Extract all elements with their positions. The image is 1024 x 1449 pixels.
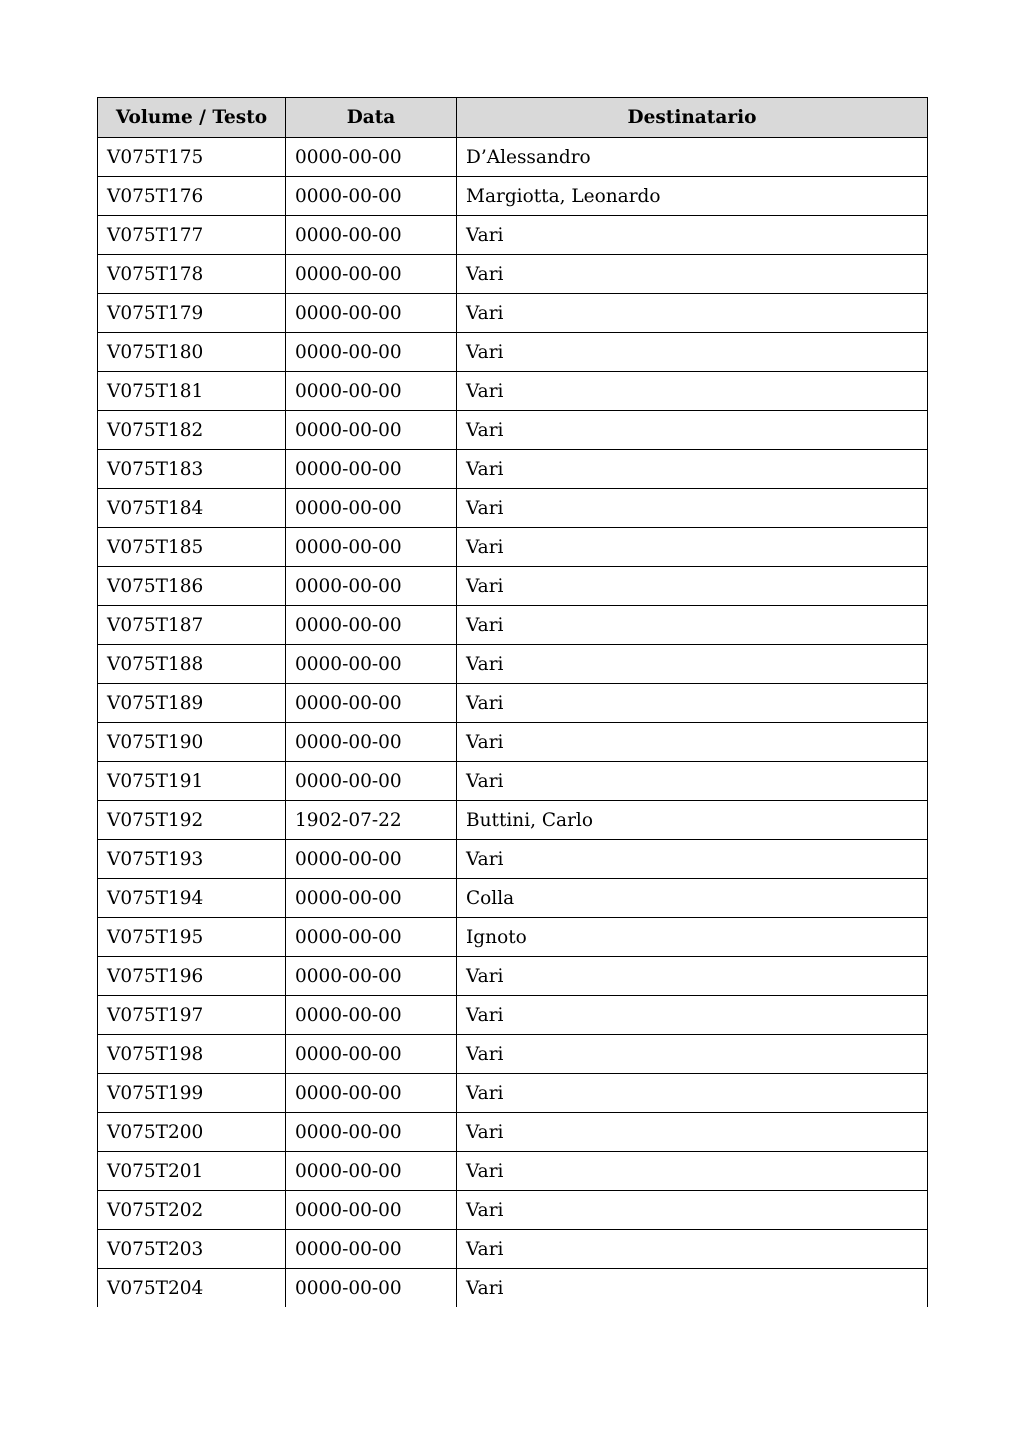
cell-data: 0000-00-00	[286, 723, 457, 762]
table-row	[98, 879, 928, 918]
cell-volume-testo: V075T177	[98, 216, 286, 255]
cell-data: 0000-00-00	[286, 1191, 457, 1230]
table-row	[98, 957, 928, 996]
cell-data: 0000-00-00	[286, 411, 457, 450]
table-row	[98, 840, 928, 879]
table-row	[98, 138, 928, 177]
table-row	[98, 996, 928, 1035]
table-row	[98, 372, 928, 411]
cell-destinatario: Vari	[457, 216, 928, 255]
cell-destinatario: Vari	[457, 996, 928, 1035]
cell-destinatario: Vari	[457, 1035, 928, 1074]
cell-volume-testo: V075T197	[98, 996, 286, 1035]
cell-data: 0000-00-00	[286, 177, 457, 216]
letters-table	[97, 97, 928, 1307]
cell-volume-testo: V075T200	[98, 1113, 286, 1152]
table-row	[98, 762, 928, 801]
cell-destinatario: Vari	[457, 528, 928, 567]
cell-data: 0000-00-00	[286, 489, 457, 528]
table-row	[98, 1230, 928, 1269]
cell-data: 0000-00-00	[286, 333, 457, 372]
cell-data: 0000-00-00	[286, 879, 457, 918]
table-row	[98, 216, 928, 255]
cell-destinatario: Vari	[457, 684, 928, 723]
cell-data: 0000-00-00	[286, 294, 457, 333]
cell-volume-testo: V075T194	[98, 879, 286, 918]
table-row	[98, 918, 928, 957]
cell-data: 0000-00-00	[286, 762, 457, 801]
cell-volume-testo: V075T175	[98, 138, 286, 177]
cell-destinatario: Vari	[457, 1074, 928, 1113]
cell-data: 0000-00-00	[286, 1152, 457, 1191]
cell-destinatario: Buttini, Carlo	[457, 801, 928, 840]
cell-volume-testo: V075T191	[98, 762, 286, 801]
cell-volume-testo: V075T179	[98, 294, 286, 333]
table-row	[98, 684, 928, 723]
cell-volume-testo: V075T176	[98, 177, 286, 216]
table-row	[98, 606, 928, 645]
cell-data: 0000-00-00	[286, 606, 457, 645]
cell-data: 0000-00-00	[286, 957, 457, 996]
cell-volume-testo: V075T202	[98, 1191, 286, 1230]
table-row	[98, 1269, 928, 1308]
cell-volume-testo: V075T203	[98, 1230, 286, 1269]
cell-volume-testo: V075T183	[98, 450, 286, 489]
cell-volume-testo: V075T180	[98, 333, 286, 372]
cell-data: 0000-00-00	[286, 918, 457, 957]
cell-volume-testo: V075T204	[98, 1269, 286, 1308]
cell-data: 0000-00-00	[286, 1230, 457, 1269]
cell-destinatario: Vari	[457, 1152, 928, 1191]
cell-destinatario: Vari	[457, 1230, 928, 1269]
cell-volume-testo: V075T190	[98, 723, 286, 762]
cell-data: 1902-07-22	[286, 801, 457, 840]
cell-destinatario: Vari	[457, 645, 928, 684]
cell-destinatario: Vari	[457, 294, 928, 333]
cell-data: 0000-00-00	[286, 528, 457, 567]
table-row	[98, 411, 928, 450]
table-row	[98, 450, 928, 489]
table-row	[98, 1074, 928, 1113]
cell-data: 0000-00-00	[286, 138, 457, 177]
cell-destinatario: Colla	[457, 879, 928, 918]
column-header-data: Data	[286, 98, 457, 138]
cell-volume-testo: V075T184	[98, 489, 286, 528]
table-row	[98, 177, 928, 216]
cell-volume-testo: V075T189	[98, 684, 286, 723]
table-row	[98, 1152, 928, 1191]
cell-data: 0000-00-00	[286, 840, 457, 879]
table-row	[98, 489, 928, 528]
cell-data: 0000-00-00	[286, 645, 457, 684]
table-row	[98, 801, 928, 840]
cell-volume-testo: V075T181	[98, 372, 286, 411]
cell-destinatario: Margiotta, Leonardo	[457, 177, 928, 216]
cell-data: 0000-00-00	[286, 1074, 457, 1113]
cell-data: 0000-00-00	[286, 255, 457, 294]
cell-destinatario: Vari	[457, 723, 928, 762]
cell-destinatario: Ignoto	[457, 918, 928, 957]
cell-data: 0000-00-00	[286, 684, 457, 723]
cell-destinatario: Vari	[457, 333, 928, 372]
cell-volume-testo: V075T195	[98, 918, 286, 957]
table-header	[98, 98, 928, 138]
cell-destinatario: Vari	[457, 1191, 928, 1230]
table-row	[98, 255, 928, 294]
cell-data: 0000-00-00	[286, 1113, 457, 1152]
cell-volume-testo: V075T187	[98, 606, 286, 645]
cell-destinatario: Vari	[457, 255, 928, 294]
cell-volume-testo: V075T193	[98, 840, 286, 879]
cell-destinatario: Vari	[457, 489, 928, 528]
table-row	[98, 1191, 928, 1230]
cell-volume-testo: V075T185	[98, 528, 286, 567]
column-header-destinatario: Destinatario	[457, 98, 928, 138]
cell-destinatario: Vari	[457, 840, 928, 879]
cell-destinatario: Vari	[457, 762, 928, 801]
table-row	[98, 723, 928, 762]
cell-volume-testo: V075T188	[98, 645, 286, 684]
table-row	[98, 567, 928, 606]
cell-data: 0000-00-00	[286, 996, 457, 1035]
cell-volume-testo: V075T199	[98, 1074, 286, 1113]
header-row	[98, 98, 928, 138]
cell-volume-testo: V075T192	[98, 801, 286, 840]
cell-volume-testo: V075T198	[98, 1035, 286, 1074]
cell-data: 0000-00-00	[286, 450, 457, 489]
cell-destinatario: Vari	[457, 372, 928, 411]
cell-data: 0000-00-00	[286, 216, 457, 255]
cell-destinatario: D’Alessandro	[457, 138, 928, 177]
cell-data: 0000-00-00	[286, 372, 457, 411]
table-row	[98, 1035, 928, 1074]
cell-data: 0000-00-00	[286, 567, 457, 606]
table-body	[98, 138, 928, 1308]
cell-data: 0000-00-00	[286, 1035, 457, 1074]
cell-data: 0000-00-00	[286, 1269, 457, 1308]
cell-destinatario: Vari	[457, 1269, 928, 1308]
cell-volume-testo: V075T201	[98, 1152, 286, 1191]
cell-destinatario: Vari	[457, 957, 928, 996]
table-row	[98, 528, 928, 567]
cell-destinatario: Vari	[457, 606, 928, 645]
table-row	[98, 645, 928, 684]
table-row	[98, 333, 928, 372]
table-row	[98, 294, 928, 333]
column-header-volume-testo: Volume / Testo	[98, 98, 286, 138]
cell-destinatario: Vari	[457, 411, 928, 450]
cell-destinatario: Vari	[457, 567, 928, 606]
cell-destinatario: Vari	[457, 450, 928, 489]
cell-volume-testo: V075T182	[98, 411, 286, 450]
cell-volume-testo: V075T186	[98, 567, 286, 606]
table-row	[98, 1113, 928, 1152]
cell-volume-testo: V075T178	[98, 255, 286, 294]
cell-volume-testo: V075T196	[98, 957, 286, 996]
cell-destinatario: Vari	[457, 1113, 928, 1152]
